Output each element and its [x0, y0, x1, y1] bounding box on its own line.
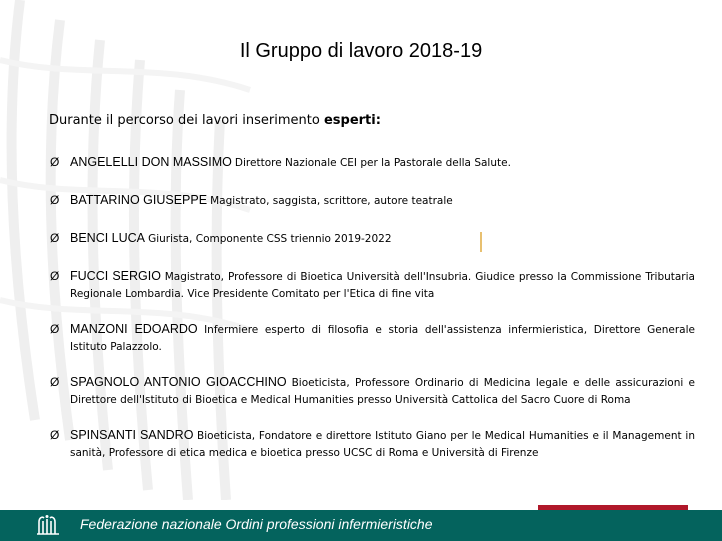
expert-description: Bioeticista, Fondatore e direttore Istituto Giano per le Medical Humanities e il Management in sanità, Professore di etica medica e bioetica presso UCSC di Roma e Università di Firenze [70, 430, 695, 459]
intro-line [49, 113, 381, 128]
expert-name: SPAGNOLO ANTONIO GIOACCHINO [70, 375, 287, 389]
expert-item [50, 192, 695, 210]
expert-item [50, 230, 695, 248]
expert-description: Magistrato, saggista, scrittore, autore teatrale [210, 195, 453, 207]
intro-text: Durante il percorso dei lavori inserimento [49, 113, 324, 128]
expert-description: Direttore Nazionale CEI per la Pastorale della Salute. [234, 157, 511, 169]
expert-item [50, 268, 695, 303]
expert-name: FUCCI SERGIO [70, 269, 161, 283]
expert-name: ANGELELLI DON MASSIMO [70, 155, 232, 169]
expert-name: MANZONI EDOARDO [70, 322, 198, 336]
arrow-bullet-icon: Ø [50, 231, 60, 245]
expert-item [50, 427, 695, 462]
arrow-bullet-icon: Ø [50, 322, 60, 336]
arrow-bullet-icon: Ø [50, 269, 60, 283]
arrow-bullet-icon: Ø [50, 155, 60, 169]
expert-name: BENCI LUCA [70, 231, 146, 245]
arrow-bullet-icon: Ø [50, 428, 60, 442]
intro-bold-word: esperti: [323, 113, 381, 128]
fnopi-logo-icon [36, 514, 60, 536]
expert-description: Magistrato, Professore di Bioetica Università dell'Insubria. Giudice presso la Commissione Tributaria Regionale Lombardia. Vice Presidente Comitato per l'Etica di fine vita [70, 271, 695, 300]
footer-text: Federazione nazionale Ordini professioni infermieristiche [80, 516, 433, 532]
expert-item [50, 321, 695, 356]
expert-name: SPINSANTI SANDRO [70, 428, 194, 442]
footer-bar [0, 510, 722, 541]
expert-name: BATTARINO GIUSEPPE [70, 193, 208, 207]
expert-item [50, 374, 695, 409]
expert-description: Giurista, Componente CSS triennio 2019-2022 [148, 233, 392, 245]
experts-list [50, 154, 695, 462]
arrow-bullet-icon: Ø [50, 193, 60, 207]
arrow-bullet-icon: Ø [50, 375, 60, 389]
expert-description: Infermiere esperto di filosofia e storia dell'assistenza infermieristica, Direttore Generale Istituto Palazzolo. [70, 324, 695, 353]
text-cursor-mark [480, 232, 482, 252]
slide-title: Il Gruppo di lavoro 2018-19 [239, 40, 483, 62]
expert-description: Bioeticista, Professore Ordinario di Medicina legale e delle assicurazioni e Direttore dell'Istituto di Bioetica e Medical Humanities presso Università Cattolica del Sacro Cuore di Roma [70, 377, 695, 406]
expert-item [50, 154, 695, 172]
